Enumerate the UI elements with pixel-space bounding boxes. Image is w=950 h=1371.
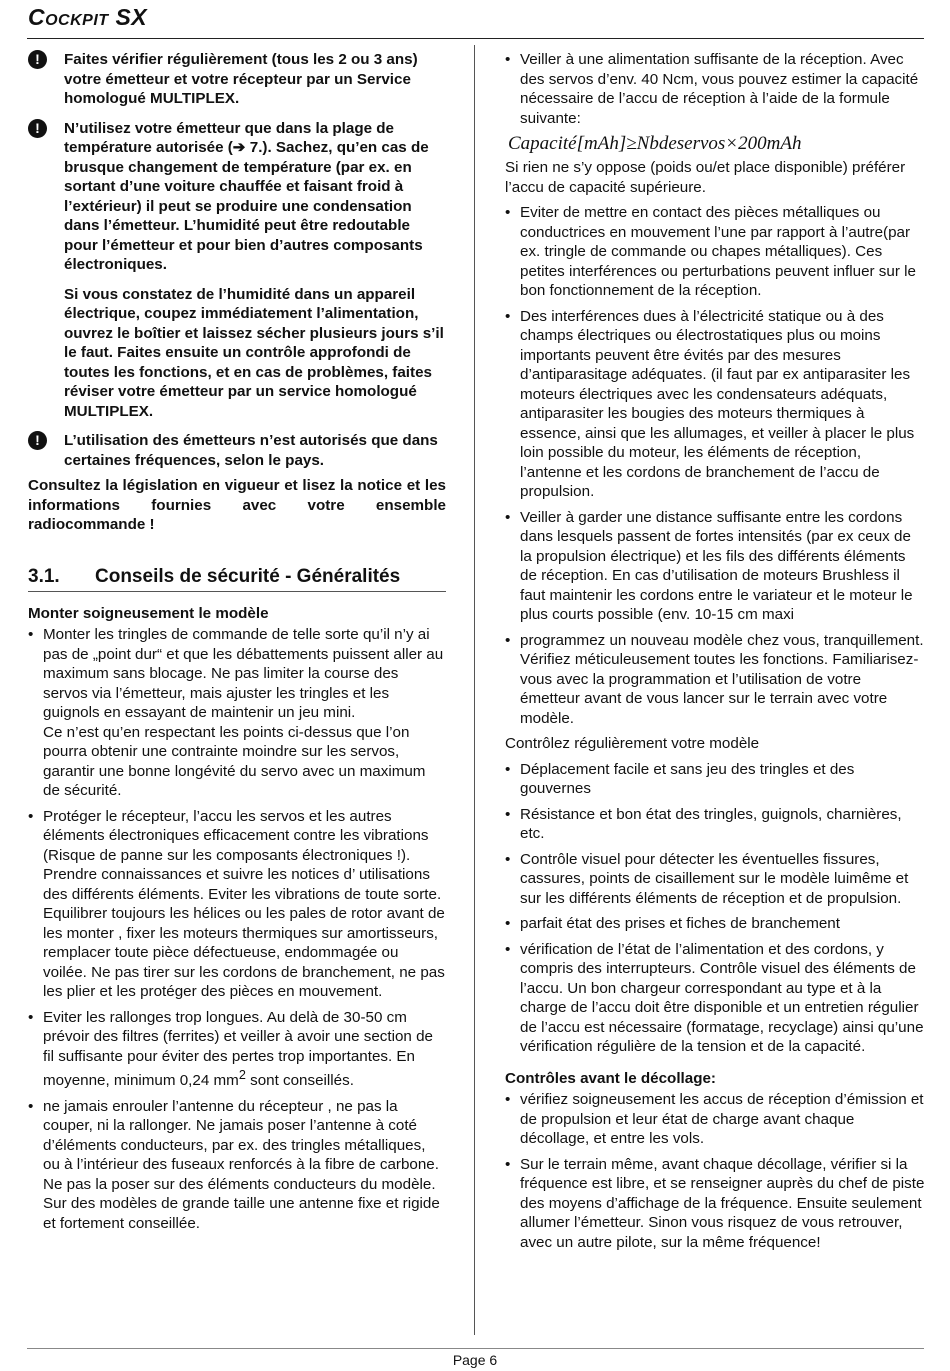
warning-text: Si vous constatez de l’humidité dans un appareil électrique, coupez immédiatement l’alimentation, ouvrez le boîtier et laissez sécher plusieurs jours s’il le faut. Faites ensuite un contrôle approfondi de toutes les fonctions, et en cas de problèmes, faites réviser votre émetteur par un service homologué MULTIPLEX. (64, 285, 444, 420)
list-item (28, 1097, 446, 1234)
title-prefix: Cockpit (28, 4, 109, 30)
list-item (505, 914, 925, 934)
section-title: Conseils de sécurité - Généralités (95, 565, 401, 587)
list-item (28, 1008, 446, 1091)
title-suffix: SX (108, 4, 148, 30)
list-item-text (43, 1008, 446, 1091)
superscript: 2 (238, 1068, 246, 1082)
control-list (505, 760, 925, 1057)
warning-text: Faites vérifier régulièrement (tous les 2 ou 3 ans) votre émetteur et votre récepteur par un Service homologué MULTIPLEX. (64, 51, 418, 107)
list-item-text: • Veiller à une alimentation suffisante de la réception. Avec des servos d’env. 40 Ncm, vous pouvez estimer la capacité nécessaire de l’accu de réception à l’aide de la formule suivante: (520, 51, 919, 127)
section-number: 3.1. (28, 565, 60, 587)
list-item (505, 50, 925, 128)
exclamation-icon: ! (28, 431, 47, 450)
list-item-text: • vérification de l’état de l’alimentation et des cordons, y compris des interrupteurs. Contrôle visuel des éléments de l’accu. Un bon chargeur correspondant au type et à la charge de l’accu doit être disponible et un entretien régulier de l’accu est nécessaire (formatage, recyclage) ainsi qu’une vérification régulière de la tension et de la capacité. (520, 940, 924, 1055)
list-item-text: • Déplacement facile et sans jeu des tringles et des gouvernes (520, 760, 855, 797)
warning-text: L’utilisation des émetteurs n’est autorisés que dans certaines fréquences, selon le pays. (64, 432, 438, 469)
takeoff-list (505, 1090, 925, 1252)
list-item-text: • ne jamais enrouler l’antenne du récepteur , ne pas la couper, ni la rallonger. Ne jamais poser l’antenne à coté d’éléments conducteurs, par ex. des tringles métalliques, ou à l’intérieur des fuseaux renforcés à la fibre de carbone. Ne pas la poser sur des éléments conducteurs du modèle. Sur des modèles de grande taille une antenne fixe et rigide et fortement conseillée. (43, 1097, 440, 1232)
power-list (505, 50, 925, 128)
page-number: Page 6 (452, 1352, 498, 1368)
warning-block (28, 119, 446, 422)
left-column (28, 50, 446, 1239)
list-item (505, 1155, 925, 1253)
legislation-notice: Consultez la législation en vigueur et lisez la notice et les informations fournies avec votre ensemble radiocommande ! (28, 477, 446, 533)
list-item-text: • Résistance et bon état des tringles, guignols, charnières, etc. (520, 805, 902, 842)
list-item-text-main: Eviter les rallonges trop longues. Au delà de 30-50 cm prévoir des filtres (ferrites) et veiller à avoir une section de fil suffisante pour éviter des pertes trop importantes. En moyenne, minimum 0,24 mm (43, 1008, 433, 1090)
column-divider (474, 45, 475, 1335)
section-heading (28, 565, 446, 592)
subsection-heading: Monter soigneusement le modèle (28, 604, 269, 622)
warning-block (28, 50, 446, 109)
takeoff-heading: Contrôles avant le décollage: (505, 1069, 716, 1087)
list-item-text: • parfait état des prises et fiches de branchement (520, 915, 840, 932)
list-item-text: Ce n’est qu’en respectant les points ci-dessus que l’on pourra obtenir une contrainte moindre sur les servos, garantir une bonne longévité du servo avec un maximum de sécurité. (43, 723, 426, 799)
header-divider (27, 38, 924, 39)
warning-block (28, 431, 446, 470)
right-column (505, 50, 925, 1258)
list-item-text: • Des interférences dues à l’électricité statique ou à des champs électriques ou électrostatiques plus ou moins importants peuvent être évités par des mesures d’antiparasitage adéquates. (il faut par ex antiparasiter les moteurs électriques avec les condensateurs adéquats, antiparasiter les bougies des moteurs thermiques à essence, ainsi que les allumages, et veiller à placer le plus loin possible du moteur, les éléments de réception, l’antenne et les cordons de branchement de l’accu de propulsion. (520, 307, 915, 500)
formula-note: Si rien ne s’y oppose (poids ou/et place disponible) préférer l’accu de capacité supérieure. (505, 159, 906, 196)
list-item (505, 203, 925, 301)
list-item (505, 850, 925, 909)
list-item-text: • Sur le terrain même, avant chaque décollage, vérifier si la fréquence est libre, et se renseigner auprès du chef de piste des moyens d’affichage de la fréquence. Ensuite seulement allumer l’émetteur. Sinon vous risquez de vous retrouver, avec un autre pilote, sur la même fréquence! (520, 1155, 925, 1251)
list-item (505, 940, 925, 1057)
list-item-text: • Contrôle visuel pour détecter les éventuelles fissures, cassures, points de cisaillement sur le modèle luimême et sur les différents éléments de réception et de propulsion. (520, 850, 909, 907)
assembly-list (28, 625, 446, 1233)
interference-list (505, 203, 925, 728)
footer-divider (27, 1348, 924, 1349)
list-item-text: • Eviter de mettre en contact des pièces métalliques ou conductrices en mouvement l’une par rapport à l’autre(par ex. tringle de commande ou chapes métalliques). Ces petites interférences ou perturbations peuvent influer sur le bon fonctionnement de la réception. (520, 204, 916, 299)
document-title (28, 4, 148, 30)
list-item-text: • programmez un nouveau modèle chez vous, tranquillement. Vérifiez méticuleusement toutes les fonctions. Familiarisez-vous avec la programmation et l’utilisation de votre émetteur avant de vous lancer sur le terrain avec votre modèle. (520, 631, 924, 727)
list-item (505, 631, 925, 729)
capacity-formula: Capacité[mAh]≥Nbdeservos×200mAh (508, 133, 802, 154)
list-item (505, 1090, 925, 1149)
list-item (505, 760, 925, 799)
warning-text: N’utilisez votre émetteur que dans la plage de température autorisée (➔ 7.). Sachez, qu’en cas de brusque changement de température (par ex. en sortant d’une voiture chauffée et faisant froid à l’extérieur) il peut se produire une condensation dans l’émetteur. L’humidité peut être redoutable pour l’émetteur et pour bien d’autres composants électroniques. (64, 119, 429, 273)
list-item-text: • Veiller à garder une distance suffisante entre les cordons dans lesquels passent de fortes intensités (par ex ceux de la propulsion électrique) et les fils des différents éléments de réception. En cas d’utilisation de moteurs Brushless il faut maintenir les cordons entre le variateur et le moteur le plus courts possible (env. 10-15 cm maxi (520, 508, 913, 623)
list-item-text-tail: sont conseillés. (245, 1072, 354, 1090)
list-item (28, 625, 446, 801)
list-item (505, 508, 925, 625)
list-item (505, 805, 925, 844)
list-item-text: • Monter les tringles de commande de telle sorte qu’il n’y ai pas de „point dur“ et que les débattements puissent aller au maximum sans blocage. Ne pas limiter la course des servos via l’émetteur, mais ajuster les tringles et les guignols en essayant de maintenir un jeu mini. (43, 626, 444, 721)
exclamation-icon: ! (28, 50, 47, 69)
list-item-text: • Protéger le récepteur, l’accu les servos et les autres éléments électroniques efficacement contre les vibrations (Risque de panne sur les composants électroniques !). Prendre connaissances et suivre les notices d’ utilisations des différents éléments. Eviter les vibrations de toute sorte. Equilibrer toujours les hélices ou les pales de rotor avant de les monter , fixer les moteurs thermiques sur amortisseurs, remplacer toute pièce défectueuse, endommagée ou voilée. Ne pas tirer sur les cordons de branchement, ne pas les plier et les protéger des pièces en mouvement. (43, 807, 445, 1000)
list-item-text: • vérifiez soigneusement les accus de réception d’émission et de propulsion et leur état de charge avant chaque décollage, et entre les vols. (520, 1091, 924, 1147)
control-heading: Contrôlez régulièrement votre modèle (505, 735, 760, 752)
list-item (28, 807, 446, 1002)
exclamation-icon: ! (28, 119, 47, 138)
list-item (505, 307, 925, 502)
